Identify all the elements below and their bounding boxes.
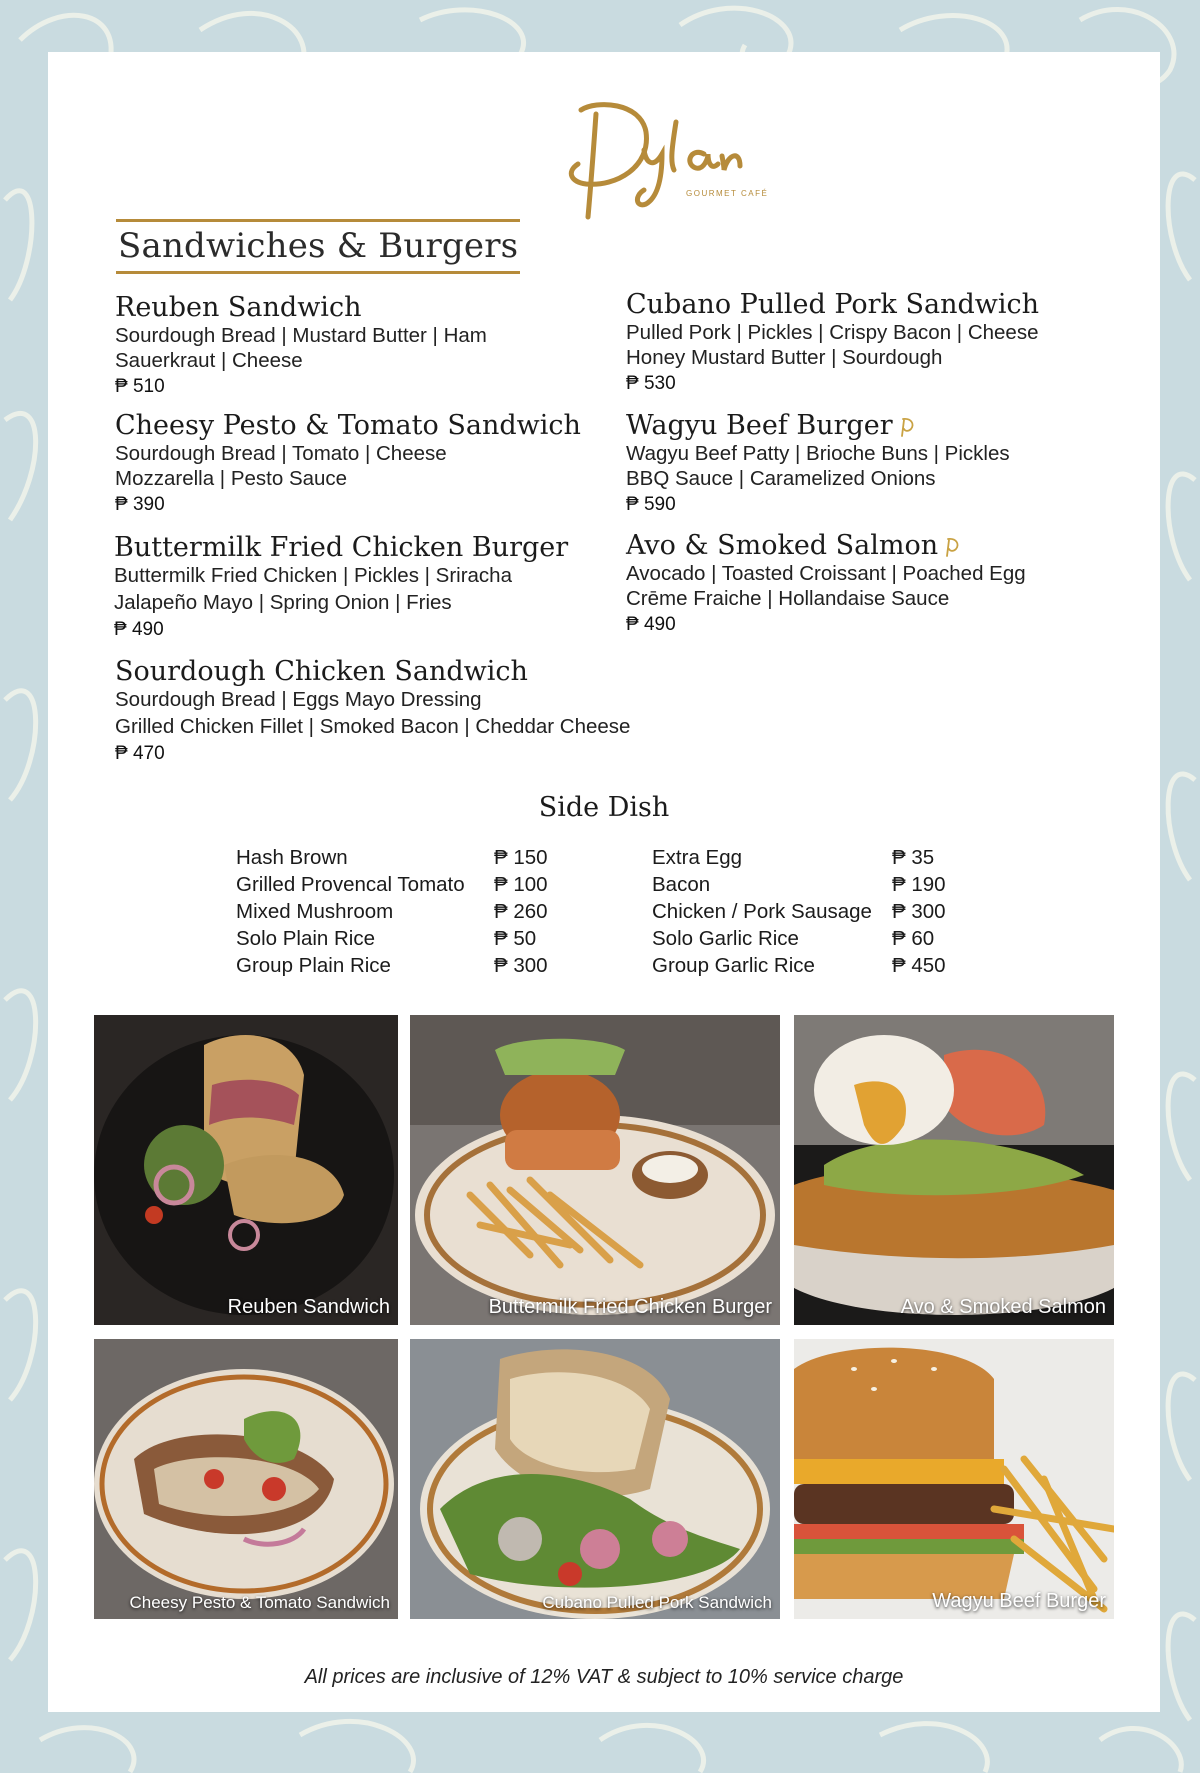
photo-caption: Cheesy Pesto & Tomato Sandwich [129, 1593, 390, 1612]
item-desc-line: Jalapeño Mayo | Spring Onion | Fries [114, 590, 452, 614]
photo-caption: Wagyu Beef Burger [932, 1590, 1106, 1612]
item-name: Cheesy Pesto & Tomato Sandwich [115, 410, 581, 441]
item-desc-line: Sauerkraut | Cheese [115, 349, 303, 373]
side-dish-row [652, 952, 982, 979]
side-dish-row [236, 898, 566, 925]
side-dish-row [652, 898, 982, 925]
photo-cubano-pulled-pork-sandwich [410, 1339, 780, 1619]
brand-subtitle: GOURMET CAFÉ [686, 189, 769, 198]
menu-item [626, 410, 1010, 516]
item-desc-line: Grilled Chicken Fillet | Smoked Bacon | Cheddar Cheese [115, 714, 631, 738]
food-image [794, 1339, 1114, 1619]
photo-caption: Reuben Sandwich [227, 1296, 390, 1318]
side-dish-price: ₱ 300 [892, 900, 946, 923]
side-dish-price: ₱ 60 [892, 927, 935, 950]
photo-caption: Cubano Pulled Pork Sandwich [542, 1593, 772, 1612]
side-dish-name: Extra Egg [652, 846, 743, 869]
side-dish-row [236, 952, 566, 979]
food-image [410, 1015, 780, 1325]
item-price: ₱ 510 [115, 376, 165, 398]
photo-buttermilk-fried-chicken-burger [410, 1015, 780, 1325]
item-desc-line: Sourdough Bread | Eggs Mayo Dressing [115, 688, 482, 712]
item-price: ₱ 490 [114, 619, 164, 641]
food-image [410, 1339, 780, 1619]
side-dish-name: Hash Brown [236, 846, 348, 869]
side-dish-row [652, 925, 982, 952]
side-dish-row [236, 844, 566, 871]
side-dish-price: ₱ 100 [494, 873, 548, 896]
side-dish-name: Mixed Mushroom [236, 900, 394, 923]
item-desc-line: Honey Mustard Butter | Sourdough [626, 346, 943, 370]
side-dish-price: ₱ 260 [494, 900, 548, 923]
dylan-leaf-icon [899, 416, 917, 438]
food-image [94, 1339, 398, 1619]
food-image [794, 1015, 1114, 1325]
footer-note: All prices are inclusive of 12% VAT & subject to 10% service charge [304, 1666, 904, 1688]
side-dish-name: Grilled Provencal Tomato [236, 873, 465, 896]
menu-item [115, 410, 581, 516]
item-name: Avo & Smoked Salmon [626, 530, 939, 561]
item-price: ₱ 490 [626, 614, 676, 636]
side-dish-price: ₱ 35 [892, 846, 935, 869]
food-image [94, 1015, 398, 1325]
item-desc-line: Wagyu Beef Patty | Brioche Buns | Pickles [626, 442, 1010, 466]
menu-item [626, 530, 1026, 636]
side-dish-title: Side Dish [538, 792, 670, 823]
item-desc-line: Avocado | Toasted Croissant | Poached Egg [626, 562, 1026, 586]
item-price: ₱ 530 [626, 373, 676, 395]
side-dish-name: Group Plain Rice [236, 954, 391, 977]
menu-item [626, 289, 1039, 395]
item-price: ₱ 390 [115, 494, 165, 516]
side-dish-row [652, 844, 982, 871]
side-dish-list-right [652, 844, 982, 979]
side-dish-row [236, 925, 566, 952]
photo-wagyu-beef-burger [794, 1339, 1114, 1619]
photo-cheesy-pesto-tomato-sandwich [94, 1339, 398, 1619]
item-desc-line: Sourdough Bread | Tomato | Cheese [115, 442, 447, 466]
item-desc-line: Buttermilk Fried Chicken | Pickles | Sriracha [114, 564, 512, 588]
side-dish-price: ₱ 450 [892, 954, 946, 977]
item-desc-line: Sourdough Bread | Mustard Butter | Ham [115, 324, 487, 348]
item-name: Reuben Sandwich [115, 292, 362, 323]
menu-item [115, 292, 487, 398]
dylan-leaf-icon [944, 536, 962, 558]
side-dish-name: Group Garlic Rice [652, 954, 815, 977]
side-dish-price: ₱ 300 [494, 954, 548, 977]
item-desc-line: BBQ Sauce | Caramelized Onions [626, 467, 936, 491]
item-name: Buttermilk Fried Chicken Burger [114, 532, 569, 563]
item-name: Sourdough Chicken Sandwich [115, 656, 528, 687]
item-desc-line: Mozzarella | Pesto Sauce [115, 467, 348, 491]
side-dish-name: Bacon [652, 873, 711, 896]
side-dish-price: ₱ 190 [892, 873, 946, 896]
side-dish-name: Solo Plain Rice [236, 927, 376, 950]
side-dish-name: Solo Garlic Rice [652, 927, 799, 950]
item-price: ₱ 590 [626, 494, 676, 516]
item-desc-line: Pulled Pork | Pickles | Crispy Bacon | Cheese [626, 321, 1039, 345]
item-price: ₱ 470 [115, 743, 165, 765]
dylan-logo [526, 92, 786, 232]
menu-card [48, 52, 1160, 1712]
side-dish-list-left [236, 844, 566, 979]
side-dish-price: ₱ 150 [494, 846, 548, 869]
menu-item [114, 532, 568, 641]
menu-item [115, 656, 630, 765]
section-title: Sandwiches & Burgers [116, 219, 520, 274]
photo-avo-smoked-salmon [794, 1015, 1114, 1325]
item-desc-line: Crēme Fraiche | Hollandaise Sauce [626, 587, 950, 611]
side-dish-price: ₱ 50 [494, 927, 537, 950]
photo-caption: Buttermilk Fried Chicken Burger [488, 1296, 772, 1318]
item-name: Cubano Pulled Pork Sandwich [626, 289, 1040, 320]
photo-reuben-sandwich [94, 1015, 398, 1325]
photo-caption: Avo & Smoked Salmon [900, 1296, 1106, 1318]
item-name: Wagyu Beef Burger [626, 410, 893, 441]
side-dish-name: Chicken / Pork Sausage [652, 900, 872, 923]
side-dish-row [236, 871, 566, 898]
side-dish-row [652, 871, 982, 898]
